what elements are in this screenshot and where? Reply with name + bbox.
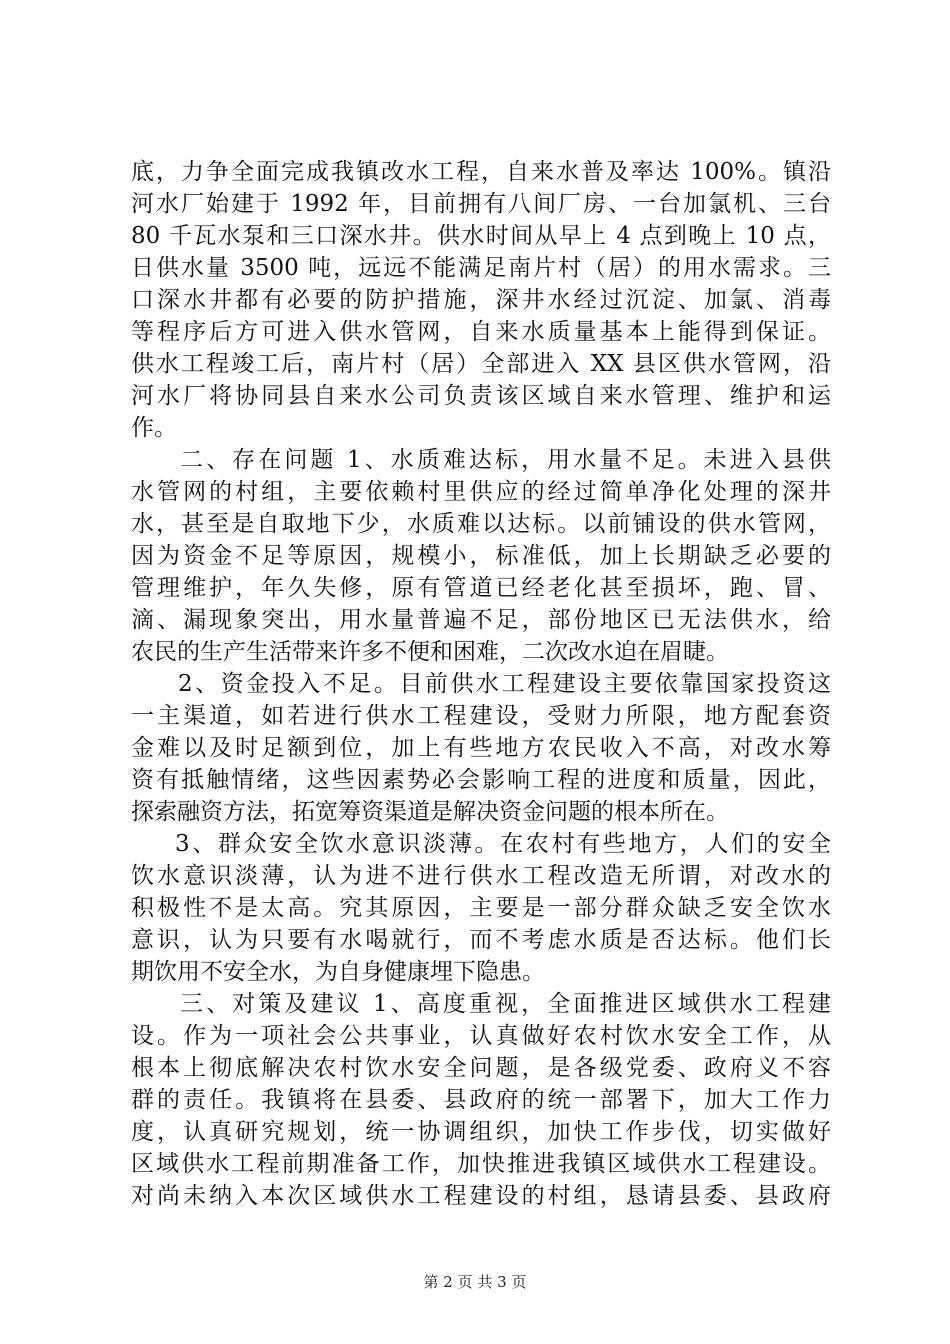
text-line: 作。 <box>131 415 177 441</box>
text-line: 底，力争全面完成我镇改水工程，自来水普及率达 100%。镇沿 <box>131 159 831 185</box>
text-line: 区域供水工程前期准备工作，加快推进我镇区域供水工程建设。 <box>131 1151 831 1177</box>
paragraph-first-line: 3、群众安全饮水意识淡薄。在农村有些地方，人们的安全 <box>175 831 831 857</box>
text-line: 供水工程竣工后，南片村（居）全部进入 XX 县区供水管网，沿 <box>131 351 831 377</box>
text-line: 探索融资方法，拓宽筹资渠道是解决资金问题的根本所在。 <box>131 799 729 825</box>
text-line: 滴、漏现象突出，用水量普遍不足，部份地区已无法供水，给 <box>131 607 831 633</box>
text-line: 河水厂始建于 1992 年，目前拥有八间厂房、一台加氯机、三台 <box>131 191 831 217</box>
text-line: 对尚未纳入本次区域供水工程建设的村组，恳请县委、县政府 <box>131 1183 831 1209</box>
text-line: 日供水量 3500 吨，远远不能满足南片村（居）的用水需求。三 <box>131 255 831 281</box>
section-heading-line: 二、存在问题 1、水质难达标，用水量不足。未进入县供 <box>180 447 831 473</box>
text-line: 群的责任。我镇将在县委、县政府的统一部署下，加大工作力 <box>131 1087 831 1113</box>
text-line: 农民的生产生活带来许多不便和困难，二次改水迫在眉睫。 <box>131 639 729 665</box>
text-line: 水，甚至是自取地下少，水质难以达标。以前铺设的供水管网， <box>131 511 831 537</box>
text-line: 水管网的村组，主要依赖村里供应的经过简单净化处理的深井 <box>131 479 831 505</box>
body-text <box>131 156 831 1212</box>
text-line: 资有抵触情绪，这些因素势必会影响工程的进度和质量，因此， <box>131 767 831 793</box>
text-line: 管理维护，年久失修，原有管道已经老化甚至损坏，跑、冒、 <box>131 575 831 601</box>
page-number-footer: 第 2 页 共 3 页 <box>423 1273 527 1291</box>
text-line: 期饮用不安全水，为自身健康埋下隐患。 <box>131 959 545 985</box>
text-line: 度，认真研究规划，统一协调组织，加快工作步伐，切实做好 <box>131 1119 831 1145</box>
text-line: 因为资金不足等原因，规模小，标准低，加上长期缺乏必要的 <box>131 543 831 569</box>
text-line: 河水厂将协同县自来水公司负责该区域自来水管理、维护和运 <box>131 383 831 409</box>
text-line: 80 千瓦水泵和三口深水井。供水时间从早上 4 点到晚上 10 点， <box>131 223 831 249</box>
section-heading-line: 三、对策及建议 1、高度重视，全面推进区域供水工程建 <box>180 991 831 1017</box>
text-line: 根本上彻底解决农村饮水安全问题，是各级党委、政府义不容 <box>131 1055 831 1081</box>
paragraph-first-line: 2、资金投入不足。目前供水工程建设主要依靠国家投资这 <box>178 671 831 697</box>
text-line: 意识，认为只要有水喝就行，而不考虑水质是否达标。他们长 <box>131 927 831 953</box>
text-line: 金难以及时足额到位，加上有些地方农民收入不高，对改水筹 <box>131 735 831 761</box>
text-line: 等程序后方可进入供水管网，自来水质量基本上能得到保证。 <box>131 319 831 345</box>
text-line: 口深水井都有必要的防护措施，深井水经过沉淀、加氯、消毒 <box>131 287 831 313</box>
text-line: 一主渠道，如若进行供水工程建设，受财力所限，地方配套资 <box>131 703 831 729</box>
text-line: 积极性不是太高。究其原因，主要是一部分群众缺乏安全饮水 <box>131 895 831 921</box>
text-line: 设。作为一项社会公共事业，认真做好农村饮水安全工作，从 <box>131 1023 831 1049</box>
text-line: 饮水意识淡薄，认为进不进行供水工程改造无所谓，对改水的 <box>131 863 831 889</box>
